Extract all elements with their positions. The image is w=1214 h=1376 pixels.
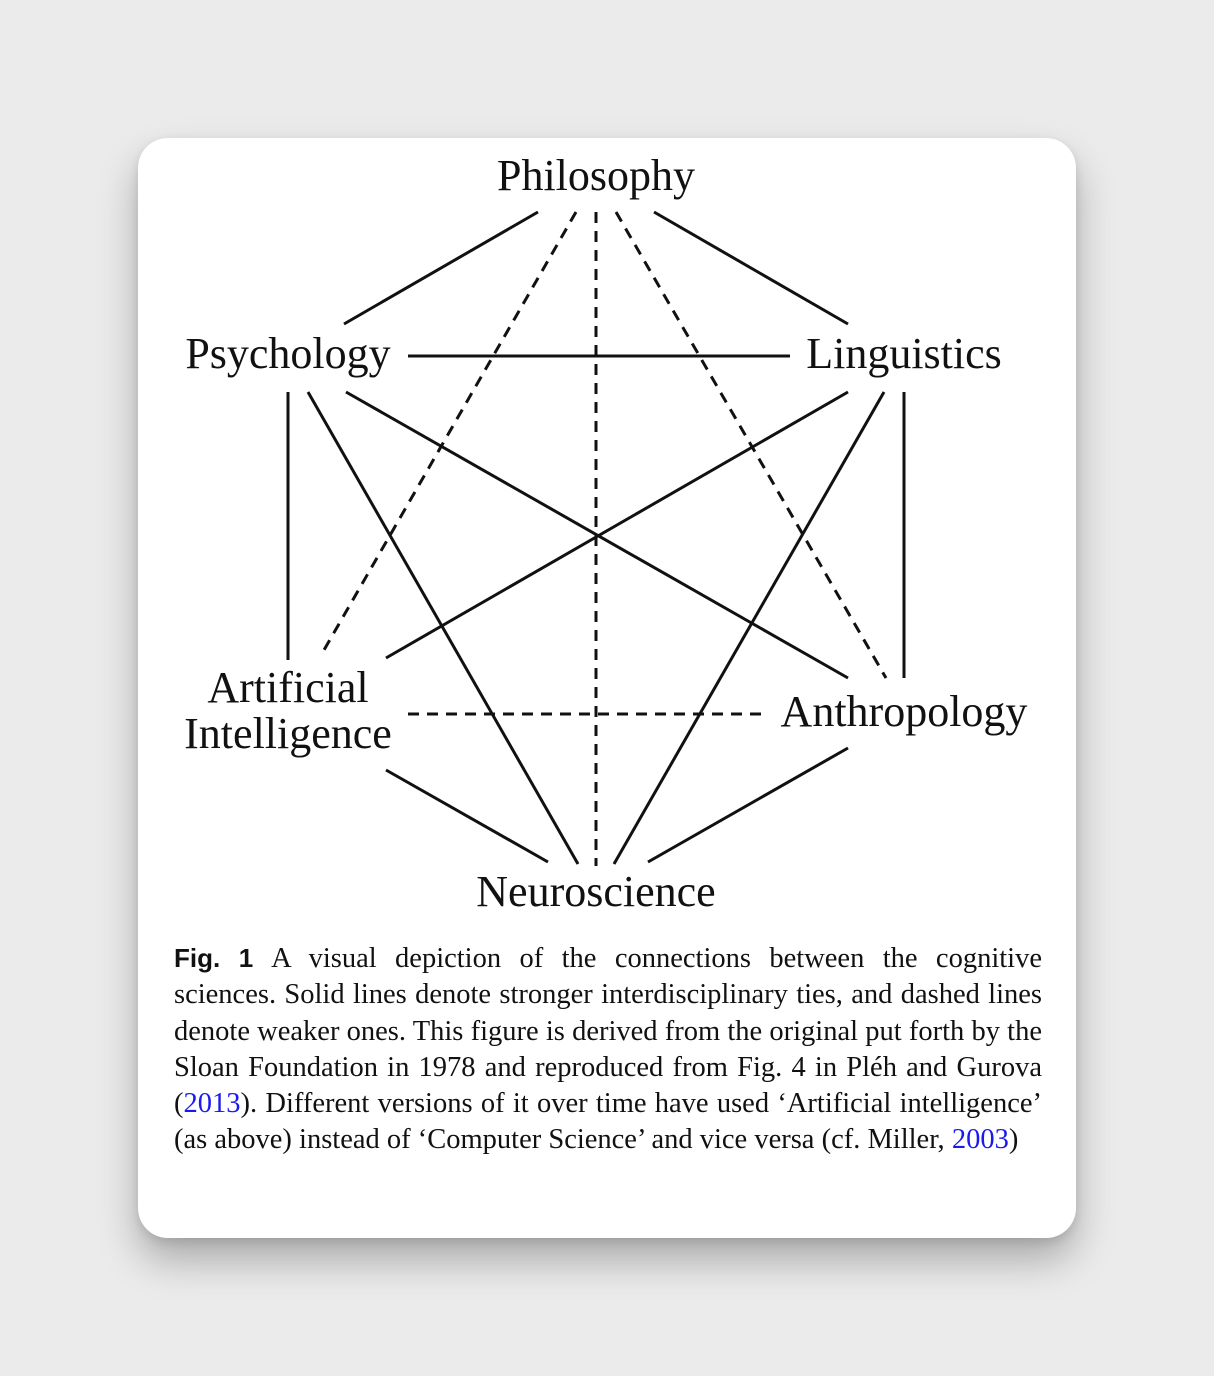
citation-link-2013[interactable]: 2013 <box>183 1088 241 1120</box>
node-label-philosophy <box>497 151 695 200</box>
node-label-line: Artificial <box>207 663 369 712</box>
caption-text-3: ) <box>1008 1124 1019 1156</box>
citation-link-2003[interactable]: 2003 <box>951 1124 1009 1156</box>
edges <box>288 212 904 866</box>
node-label-line: Philosophy <box>496 151 696 200</box>
edge-ai-neuroscience-solid <box>386 770 548 862</box>
node-label-line: Linguistics <box>806 329 1002 378</box>
figure-label: Fig. 1 <box>174 943 254 973</box>
node-label-anthropology <box>781 687 1028 736</box>
node-label-line: Neuroscience <box>476 867 716 916</box>
node-label-line: Psychology <box>185 329 391 378</box>
edge-linguistics-neuroscience-solid <box>614 392 884 864</box>
edge-linguistics-ai-solid <box>386 392 848 658</box>
edge-philosophy-linguistics-solid <box>654 212 848 324</box>
node-label-line: Anthropology <box>780 687 1028 736</box>
node-label-ai <box>184 663 392 758</box>
edge-philosophy-anthropology-dashed <box>616 212 886 678</box>
node-label-linguistics <box>806 329 1002 378</box>
edge-philosophy-ai-dashed <box>324 212 576 650</box>
caption-text-2: ). Different versions of it over time have used ‘Artificial intelligence’ (as above) instead of ‘Computer Science’ and vice versa (cf. Miller, <box>174 1088 1042 1156</box>
node-label-line: Intelligence <box>184 709 392 758</box>
cognitive-science-hexagon-diagram <box>138 138 1076 928</box>
node-label-neuroscience <box>476 867 715 916</box>
edge-psychology-neuroscience-solid <box>308 392 578 864</box>
edge-anthropology-neuroscience-solid <box>648 748 848 862</box>
figure-caption <box>174 940 1042 1159</box>
node-label-psychology <box>185 329 390 378</box>
node-labels <box>184 151 1027 916</box>
edge-philosophy-psychology-solid <box>344 212 538 324</box>
figure-card <box>138 138 1076 1238</box>
caption-text-1: A visual depiction of the connections between the cognitive sciences. Solid lines denote stronger interdisciplinary ties, and dashed lines denote weaker ones. This figure is derived from the original put forth by the Sloan Foundation in 1978 and reproduced from Fig. 4 in Pléh and Gurova ( <box>174 943 1042 1120</box>
